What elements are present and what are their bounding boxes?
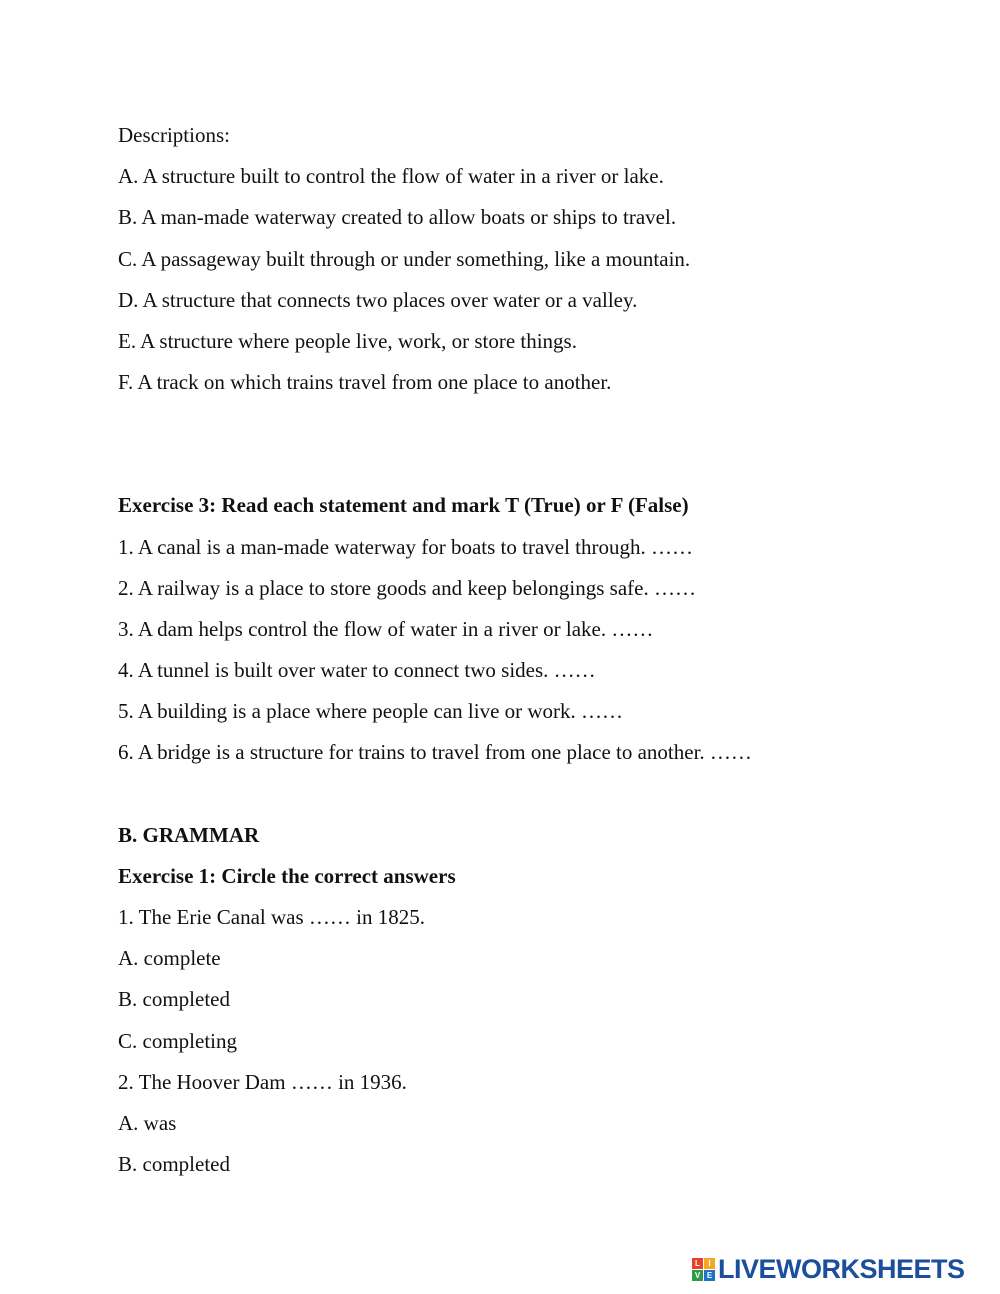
answer-option[interactable]: A. complete: [118, 946, 221, 971]
description-item: E. A structure where people live, work, or store things.: [118, 328, 577, 353]
brand-name: LIVEWORKSHEETS: [718, 1253, 965, 1284]
description-item: F. A track on which trains travel from one place to another.: [118, 370, 612, 395]
descriptions-heading: Descriptions:: [118, 123, 230, 147]
question-2: 2. The Hoover Dam …… in 1936.: [118, 1069, 407, 1094]
answer-option[interactable]: B. completed: [118, 1152, 230, 1177]
question-1: 1. The Erie Canal was …… in 1825.: [118, 905, 425, 929]
description-item: B. A man-made waterway created to allow boats or ships to travel.: [118, 205, 677, 230]
exercise3-title: Exercise 3: Read each statement and mark T (True) or F (False): [118, 493, 689, 518]
grammar-section-title: B. GRAMMAR: [118, 822, 260, 847]
grammar-exercise1-title: Exercise 1: Circle the correct answers: [118, 863, 456, 888]
statement-item[interactable]: 6. A bridge is a structure for trains to travel from one place to another. ……: [118, 740, 752, 765]
statement-item[interactable]: 4. A tunnel is built over water to connect two sides. ……: [118, 658, 596, 683]
worksheet-page: [118, 115, 958, 1185]
statement-item[interactable]: 1. A canal is a man-made waterway for boats to travel through. ……: [118, 534, 693, 559]
logo-letter: I: [704, 1258, 715, 1269]
logo-icon: [692, 1258, 715, 1281]
statement-item[interactable]: 3. A dam helps control the flow of water in a river or lake. ……: [118, 616, 654, 641]
description-item: C. A passageway built through or under something, like a mountain.: [118, 246, 691, 271]
logo-letter: L: [692, 1258, 703, 1269]
statement-item[interactable]: 2. A railway is a place to store goods and keep belongings safe. ……: [118, 575, 696, 600]
answer-option[interactable]: B. completed: [118, 987, 230, 1012]
description-item: D. A structure that connects two places over water or a valley.: [118, 287, 638, 312]
statement-item[interactable]: 5. A building is a place where people can live or work. ……: [118, 699, 624, 724]
logo-letter: E: [704, 1270, 715, 1281]
answer-option[interactable]: C. completing: [118, 1028, 237, 1053]
logo-letter: V: [692, 1270, 703, 1281]
liveworksheets-logo: [692, 1254, 965, 1284]
description-item: A. A structure built to control the flow of water in a river or lake.: [118, 164, 664, 189]
answer-option[interactable]: A. was: [118, 1110, 177, 1135]
